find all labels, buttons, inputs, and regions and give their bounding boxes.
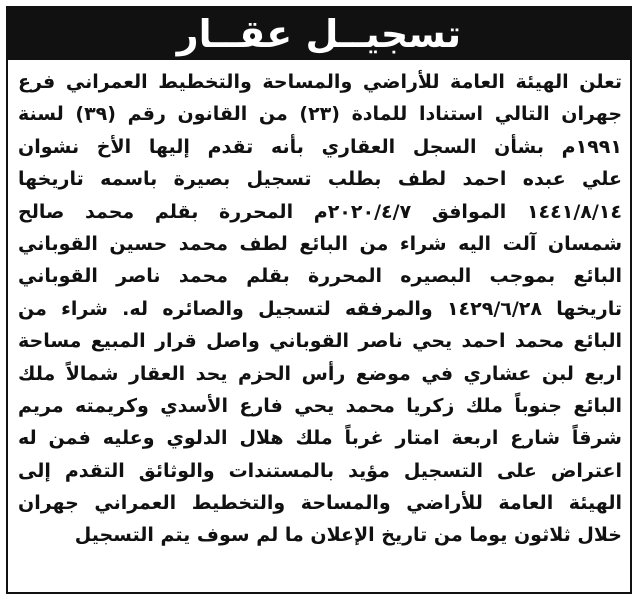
notice-header [8,8,630,60]
notice-line: اعتراض على التسجيل مؤيد بالمستندات والوثائق التقدم إلى [18,459,622,482]
notice-line: الهيئة العامة للأراضي والمساحة والتخطيط العمراني جهران [18,492,622,515]
notice-title: تسجيــل عقــار [176,12,462,56]
notice-line: ١٩٩١م بشأن السجل العقاري بأنه تقدم إليها الأخ نشوان [18,135,622,158]
notice-line: البائع جنوباً ملك زكريا محمد يحي فارع الأسدي وكريمته مريم [18,394,622,417]
notice-line: البائع محمد احمد يحي ناصر القوباني واصل قرار المبيع مساحة [18,330,622,353]
notice-body [18,66,622,584]
notice-line: تاريخها ١٤٢٩/٦/٢٨ والمرفقه لتسجيل والصائره له. شراء من [18,297,622,320]
notice-line: شرقاً شارع اربعة امتار غرباً ملك هلال الدلوي وعليه فمن له [18,427,622,450]
notice-line: جهران التالي استنادا للمادة (٢٣) من القانون رقم (٣٩) لسنة [18,103,622,126]
property-registration-notice [6,6,632,594]
notice-line: خلال ثلاثون يوما من تاريخ الإعلان ما لم سوف يتم التسجيل [74,524,622,547]
notice-line: شمسان آلت اليه شراء من البائع لطف محمد حسين القوباني [18,232,622,255]
notice-line: البائع بموجب البصيره المحررة بقلم محمد ناصر القوباني [18,265,622,288]
notice-line: اربع لبن عشاري في موضع رأس الحزم يحد العقار شمالاً ملك [18,362,622,385]
notice-line: تعلن الهيئة العامة للأراضي والمساحة والتخطيط العمراني فرع [18,71,622,93]
notice-line: ١٤٤١/٨/١٤ الموافق ٢٠٢٠/٤/٧م المحررة بقلم محمد صالح [18,200,622,223]
notice-line: علي عبده احمد لطف بطلب تسجيل بصيرة باسمه تاريخها [18,168,622,191]
